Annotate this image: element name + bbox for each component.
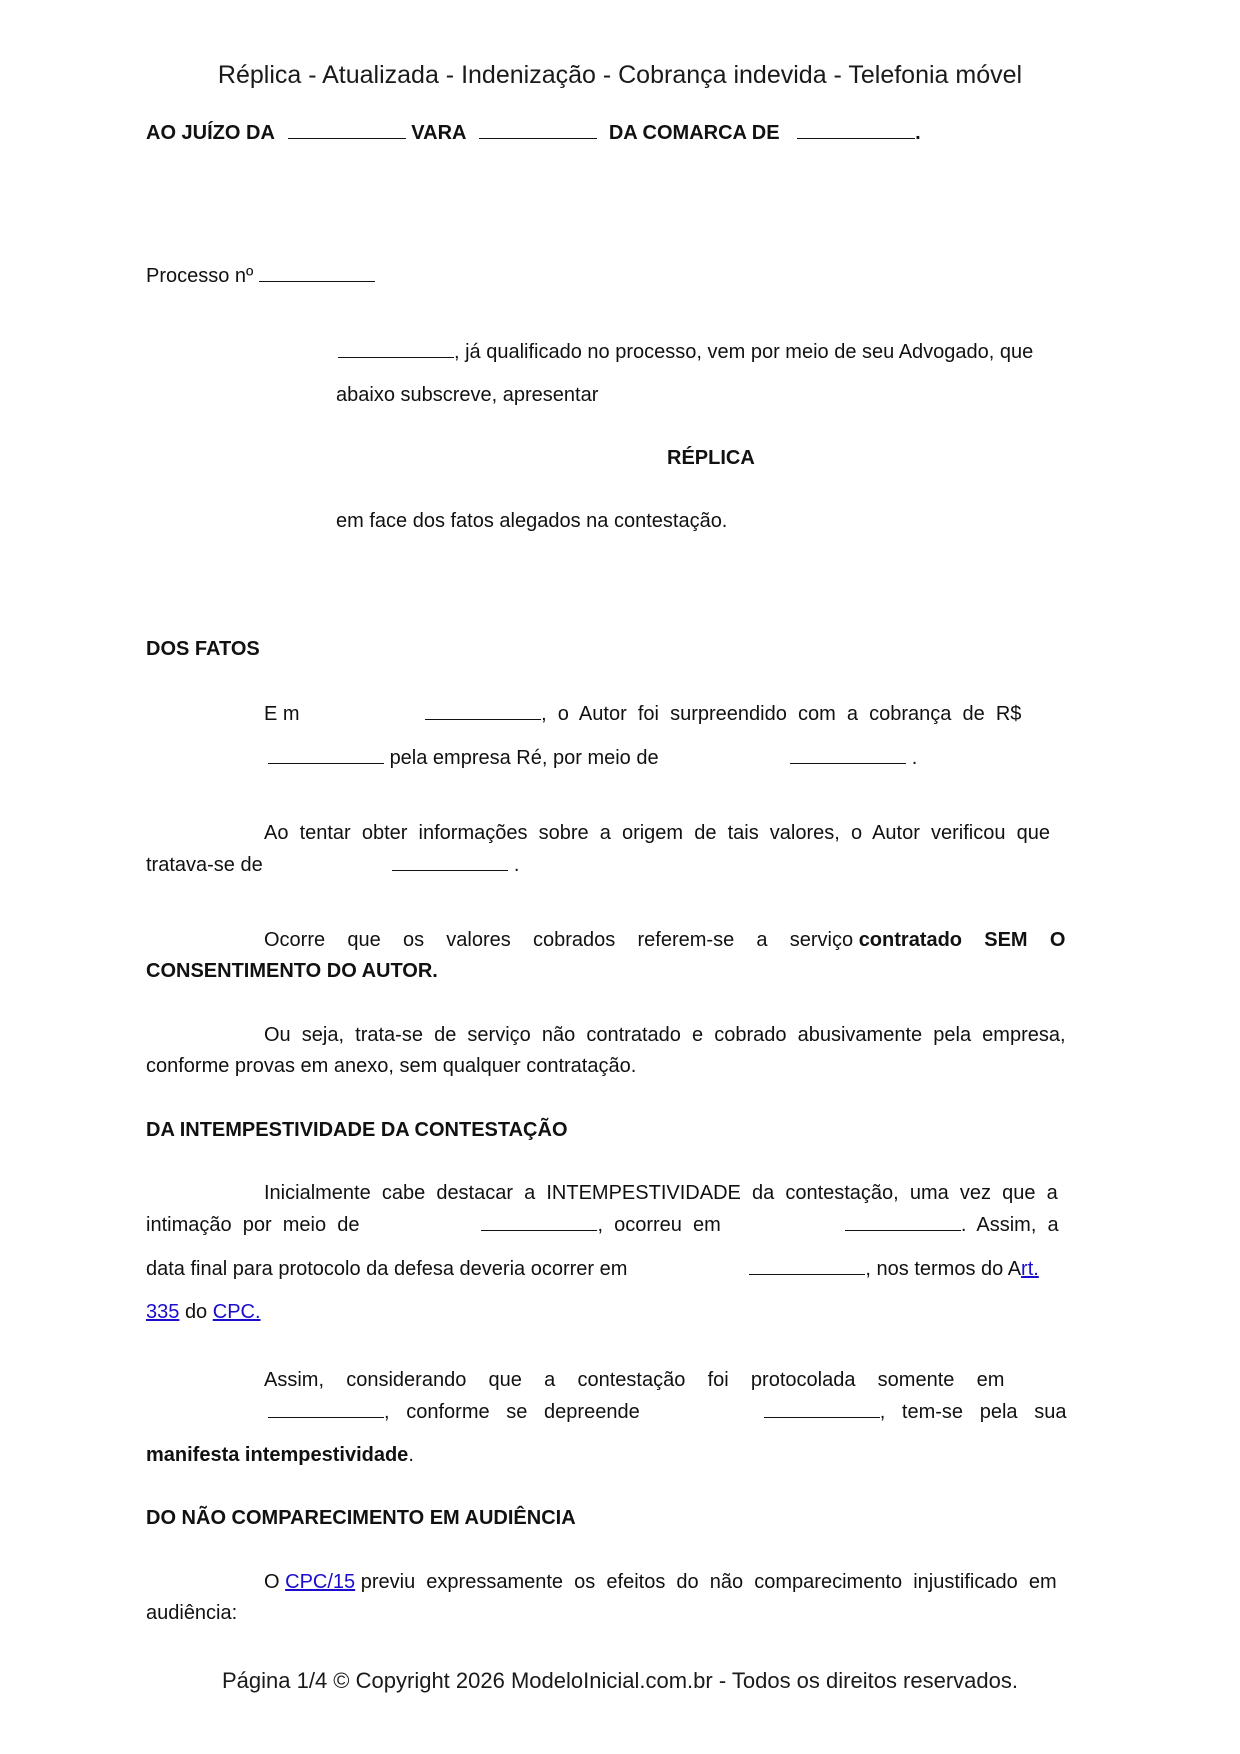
fatos-p2-line1: Ao tentar obter informações sobre a origem de tais valores, o Autor verificou que xyxy=(264,822,1050,844)
link-335[interactable]: 335 xyxy=(146,1301,180,1323)
intemp-p1-do: do xyxy=(184,1301,208,1323)
intemp-p2-end: . xyxy=(408,1444,414,1466)
fatos-p3-bold1: contratado SEM O xyxy=(858,929,1066,951)
nao-comp-p1-b: previu expressamente os efeitos do não comparecimento injustificado em xyxy=(360,1571,1057,1593)
nao-comp-p1-line2: audiência: xyxy=(146,1602,238,1624)
processo-line xyxy=(146,263,375,288)
blank-juizo xyxy=(288,120,406,139)
intemp-p2-l2-b: , tem-se pela sua xyxy=(879,1401,1067,1423)
court-address xyxy=(146,120,921,145)
link-cpc[interactable]: CPC. xyxy=(212,1301,261,1323)
intemp-p2-line1: Assim, considerando que a contestação foi protocolada somente em xyxy=(264,1369,1005,1391)
blank-autor-name xyxy=(338,339,454,358)
intemp-p1-l3-a: data final para protocolo da defesa deveria ocorrer em xyxy=(146,1258,628,1280)
fatos-p4-line2: conforme provas em anexo, sem qualquer contratação. xyxy=(146,1055,637,1077)
fatos-p1-line1 xyxy=(264,701,1084,726)
fatos-p1-end: . xyxy=(911,747,918,769)
intemp-p2-l2-a: , conforme se depreende xyxy=(384,1401,640,1423)
processo-label: Processo nº xyxy=(146,265,254,287)
blank-ocorreu xyxy=(845,1212,961,1231)
blank-intimacao xyxy=(481,1212,597,1231)
fatos-p1-line2 xyxy=(268,745,917,770)
address-part1: AO JUÍZO DA xyxy=(146,122,275,144)
blank-comarca xyxy=(797,120,915,139)
fatos-p1-a: E m xyxy=(264,703,300,725)
intemp-p1-line4 xyxy=(146,1300,261,1324)
document-title: Réplica - Atualizada - Indenização - Cobrança indevida - Telefonia móvel xyxy=(217,61,1023,89)
intemp-p1-line3 xyxy=(146,1256,1039,1281)
intemp-p2-bold: manifesta intempestividade xyxy=(146,1444,409,1466)
intemp-p1-line2 xyxy=(146,1212,1059,1237)
blank-valor xyxy=(268,745,384,764)
nao-comparecimento-heading: DO NÃO COMPARECIMENTO EM AUDIÊNCIA xyxy=(146,1507,576,1529)
blank-tratava xyxy=(392,852,508,871)
intempestividade-heading: DA INTEMPESTIVIDADE DA CONTESTAÇÃO xyxy=(146,1119,568,1141)
fatos-p2-text: tratava-se de xyxy=(146,854,263,876)
intemp-p1-l2-c: . Assim, a xyxy=(960,1214,1059,1236)
fatos-p2-line2 xyxy=(146,852,519,877)
intemp-p1-line1: Inicialmente cabe destacar a INTEMPESTIVIDADE da contestação, uma vez que a xyxy=(264,1182,1058,1204)
blank-depreende xyxy=(764,1399,880,1418)
fatos-p3-line1 xyxy=(264,928,1065,952)
fatos-p1-b: , o Autor foi surpreendido com a cobrança de R$ xyxy=(541,703,1022,725)
blank-data-final xyxy=(749,1256,865,1275)
blank-vara xyxy=(479,120,597,139)
intemp-p2-line2 xyxy=(268,1399,1066,1424)
em-face-line: em face dos fatos alegados na contestação. xyxy=(336,510,728,532)
blank-processo xyxy=(259,263,375,282)
fatos-p4-line1: Ou seja, trata-se de serviço não contratado e cobrado abusivamente pela empresa, xyxy=(264,1024,1066,1046)
intemp-p2-line3 xyxy=(146,1443,414,1467)
intro-line1 xyxy=(338,339,1095,364)
fatos-p3-bold2: CONSENTIMENTO DO AUTOR. xyxy=(146,960,438,982)
fatos-p3-plain: Ocorre que os valores cobrados referem-se a serviço xyxy=(264,929,854,951)
address-part3: DA COMARCA DE xyxy=(608,122,780,144)
intro-line2: abaixo subscreve, apresentar xyxy=(336,384,599,406)
replica-heading: RÉPLICA xyxy=(667,447,755,469)
address-end: . xyxy=(915,122,921,144)
blank-data xyxy=(425,701,541,720)
nao-comp-p1-line1 xyxy=(264,1570,1057,1594)
address-part2: VARA xyxy=(411,122,466,144)
link-cpc15[interactable]: CPC/15 xyxy=(285,1571,356,1593)
page-footer: Página 1/4 © Copyright 2026 ModeloInicial.com.br - Todos os direitos reservados. xyxy=(222,1668,1018,1693)
intemp-p1-l2-a: intimação por meio de xyxy=(146,1214,360,1236)
blank-protocolada xyxy=(268,1399,384,1418)
intro-text1: , já qualificado no processo, vem por meio de seu Advogado, que xyxy=(454,341,1034,363)
fatos-p1-c: pela empresa Ré, por meio de xyxy=(389,747,659,769)
fatos-p2-end: . xyxy=(513,854,520,876)
link-art[interactable]: rt. xyxy=(1021,1258,1039,1280)
intemp-p1-l3-b: , nos termos do A xyxy=(865,1258,1022,1280)
intemp-p1-l2-b: , ocorreu em xyxy=(597,1214,721,1236)
nao-comp-p1-a: O xyxy=(264,1571,280,1593)
blank-meio xyxy=(790,745,906,764)
dos-fatos-heading: DOS FATOS xyxy=(146,638,260,660)
